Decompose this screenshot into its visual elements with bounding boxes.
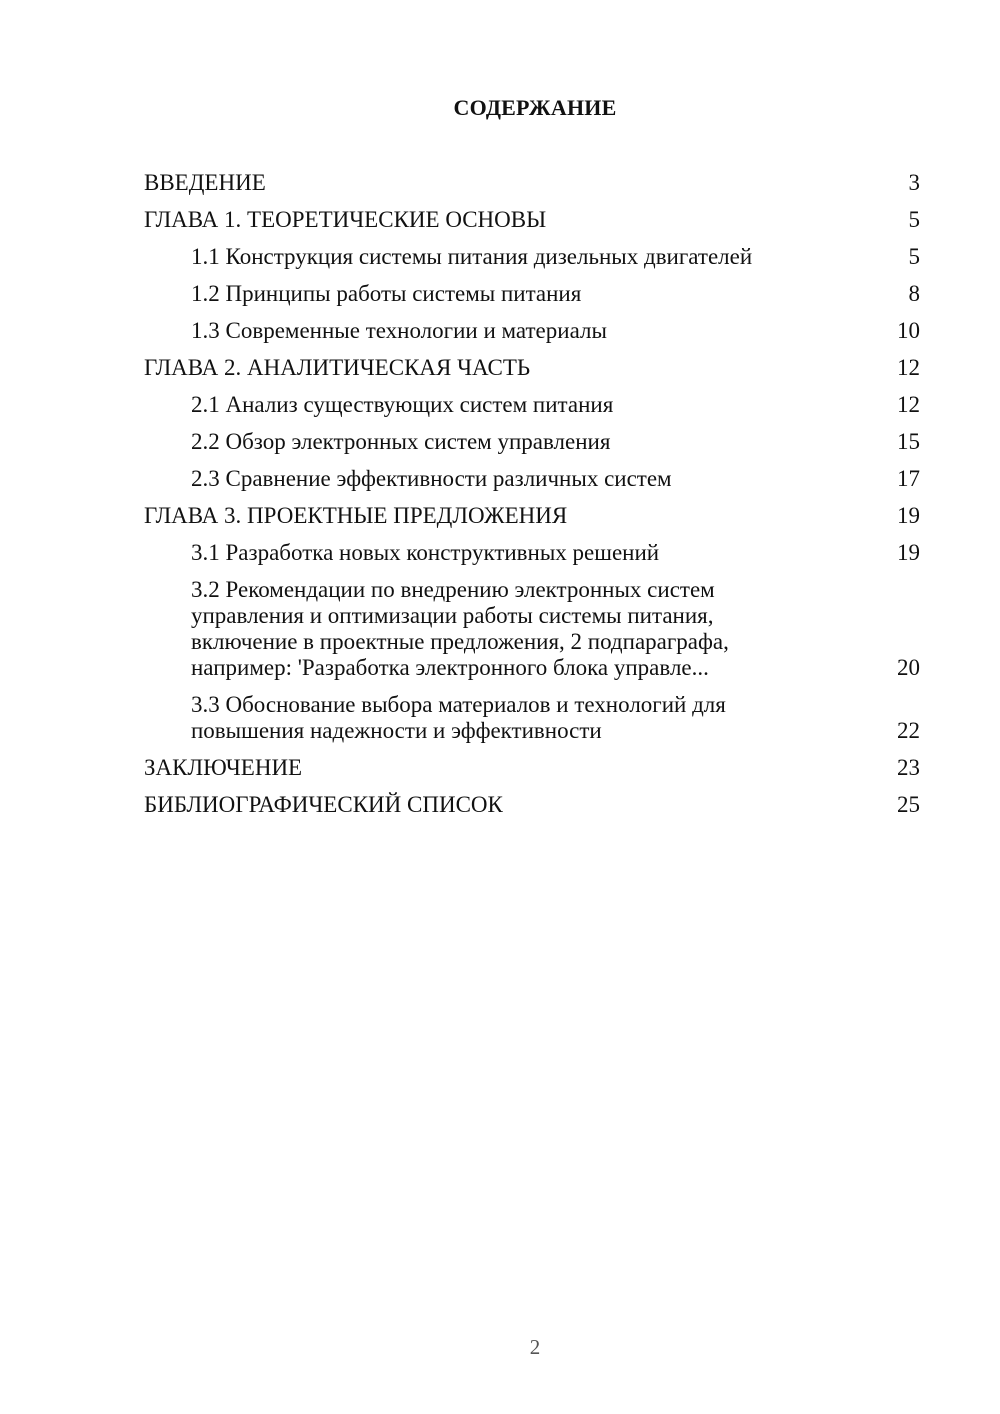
toc-entry[interactable]: [144, 318, 920, 344]
toc-entry[interactable]: [144, 429, 920, 455]
toc-entry-label: ГЛАВА 2. АНАЛИТИЧЕСКАЯ ЧАСТЬ: [144, 355, 531, 380]
toc-entry-page: 8: [908, 281, 920, 306]
toc-entry[interactable]: [144, 170, 920, 196]
toc-entry-label: 1.1 Конструкция системы питания дизельных двигателей: [191, 244, 753, 269]
toc-entry[interactable]: [144, 755, 920, 781]
table-of-contents: [144, 170, 920, 829]
toc-entry[interactable]: [144, 466, 920, 492]
toc-entry-label: 3.3 Обоснование выбора материалов и технологий для повышения надежности и эффективности: [191, 692, 726, 743]
toc-entry-page: 5: [908, 207, 920, 232]
toc-entry[interactable]: [144, 355, 920, 381]
toc-entry-page: 20: [897, 655, 920, 680]
toc-title: СОДЕРЖАНИЕ: [453, 95, 617, 120]
toc-entry-page: 5: [908, 244, 920, 269]
toc-entry-page: 12: [897, 392, 920, 417]
toc-entry[interactable]: [144, 281, 920, 307]
toc-entry-label: БИБЛИОГРАФИЧЕСКИЙ СПИСОК: [144, 792, 503, 817]
toc-entry-label: 1.3 Современные технологии и материалы: [191, 318, 607, 343]
toc-entry[interactable]: [144, 540, 920, 566]
toc-entry-page: 12: [897, 355, 920, 380]
toc-entry-page: 15: [897, 429, 920, 454]
toc-entry-page: 25: [897, 792, 920, 817]
toc-entry[interactable]: [144, 692, 920, 744]
toc-entry[interactable]: [144, 577, 920, 681]
toc-entry[interactable]: [144, 207, 920, 233]
toc-entry-page: 17: [897, 466, 920, 491]
toc-entry-label: 2.1 Анализ существующих систем питания: [191, 392, 614, 417]
toc-entry[interactable]: [144, 503, 920, 529]
toc-entry[interactable]: [144, 792, 920, 818]
toc-entry[interactable]: [144, 392, 920, 418]
toc-entry-label: 3.2 Рекомендации по внедрению электронных систем управления и оптимизации работы системы питания, включение в проектные предложения, 2 подпараграфа, например: 'Разработка электронного блока управле...: [191, 577, 729, 680]
toc-entry-page: 3: [908, 170, 920, 195]
toc-entry-label: ЗАКЛЮЧЕНИЕ: [144, 755, 303, 780]
toc-entry-label: 3.1 Разработка новых конструктивных решений: [191, 540, 660, 565]
toc-entry-page: 10: [897, 318, 920, 343]
toc-entry-label: 2.3 Сравнение эффективности различных систем: [191, 466, 672, 491]
toc-entry-label: ГЛАВА 3. ПРОЕКТНЫЕ ПРЕДЛОЖЕНИЯ: [144, 503, 568, 528]
toc-entry-page: 23: [897, 755, 920, 780]
toc-entry-page: 19: [897, 503, 920, 528]
toc-entry-label: ГЛАВА 1. ТЕОРЕТИЧЕСКИЕ ОСНОВЫ: [144, 207, 547, 232]
toc-entry-label: 2.2 Обзор электронных систем управления: [191, 429, 611, 454]
toc-entry-page: 22: [897, 718, 920, 743]
toc-entry-page: 19: [897, 540, 920, 565]
page-number: 2: [529, 1335, 541, 1359]
toc-entry[interactable]: [144, 244, 920, 270]
toc-entry-label: ВВЕДЕНИЕ: [144, 170, 266, 195]
toc-entry-label: 1.2 Принципы работы системы питания: [191, 281, 582, 306]
